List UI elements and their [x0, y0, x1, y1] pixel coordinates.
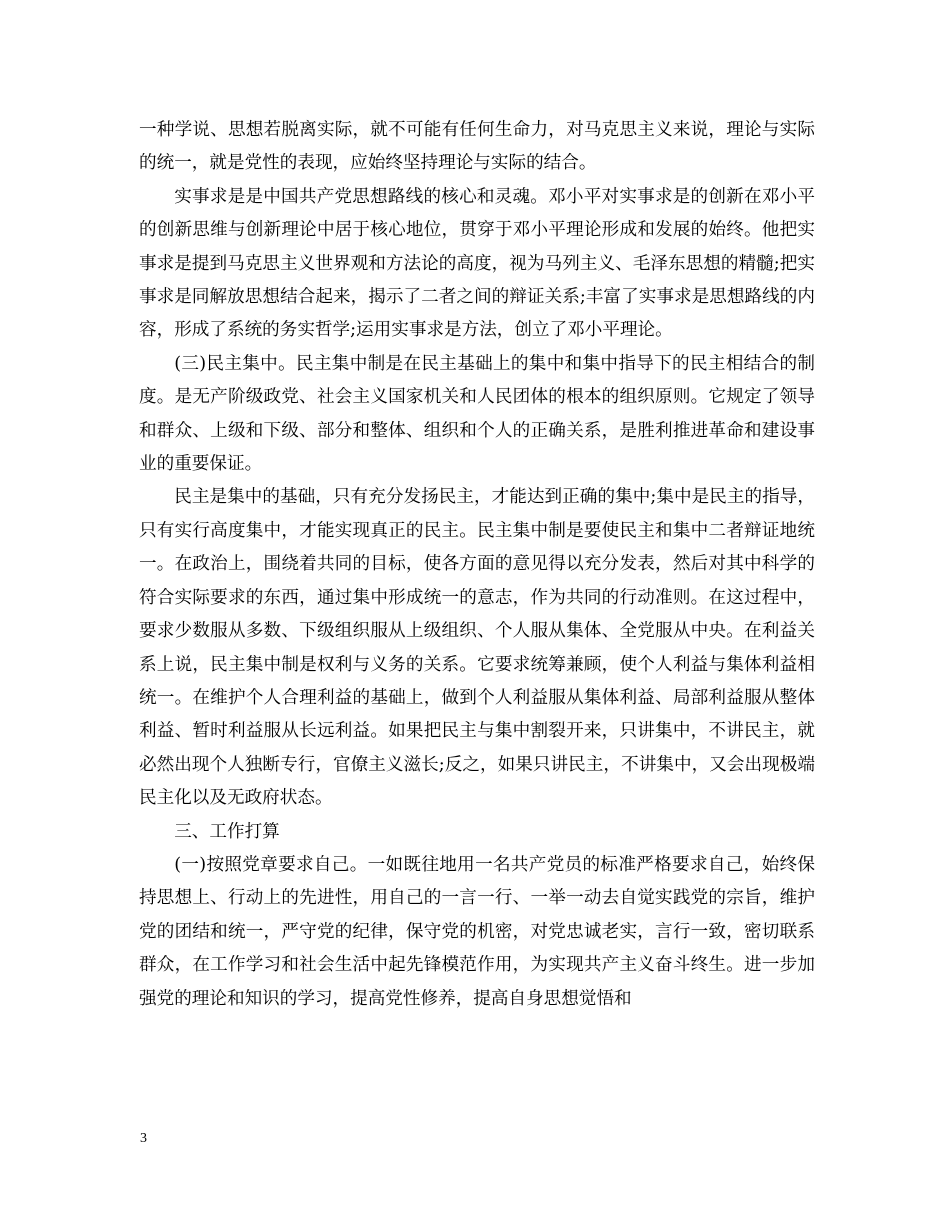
paragraph-continuation: 一种学说、思想若脱离实际，就不可能有任何生命力，对马克思主义来说，理论与实际的统一，就是党性的表现，应始终坚持理论与实际的结合。: [139, 120, 815, 174]
paragraph-minzhu-jizhong-detail: 民主是集中的基础，只有充分发扬民主，才能达到正确的集中;集中是民主的指导，只有实行高度集中，才能实现真正的民主。民主集中制是要使民主和集中二者辩证地统一。在政治上，围绕着共同的目标，使各方面的意见得以充分发表，然后对其中科学的符合实际要求的东西，通过集中形成统一的意志，作为共同的行动准则。在这过程中，要求少数服从多数、下级组织服从上级组织、个人服从集体、全党服从中央。在利益关系上说，民主集中制是权利与义务的关系。它要求统筹兼顾，使个人利益与集体利益相统一。在维护个人合理利益的基础上，做到个人利益服从集体利益、局部利益服从整体利益、暂时利益服从长远利益。如果把民主与集中割裂开来，只讲集中，不讲民主，就必然出现个人独断专行，官僚主义滋长;反之，如果只讲民主，不讲集中，又会出现极端民主化以及无政府状态。: [139, 487, 815, 809]
paragraph-shishiqiushi: 实事求是是中国共产党思想路线的核心和灵魂。邓小平对实事求是的创新在邓小平的创新思维与创新理论中居于核心地位，贯穿于邓小平理论形成和发展的始终。他把实事求是提到马克思主义世界观和方法论的高度，视为马列主义、毛泽东思想的精髓;把实事求是同解放思想结合起来，揭示了二者之间的辩证关系;丰富了实事求是思想路线的内容，形成了系统的务实哲学;运用实事求是方法，创立了邓小平理论。: [139, 186, 815, 341]
body-text: [139, 114, 815, 1016]
section-heading-work-plan: 三、工作打算: [174, 821, 280, 842]
page-number: 3: [140, 1131, 147, 1146]
paragraph-minzhu-jizhong-heading: (三)民主集中。民主集中制是在民主基础上的集中和集中指导下的民主相结合的制度。是无产阶级政党、社会主义国家机关和人民团体的根本的组织原则。它规定了领导和群众、上级和下级、部分和整体、组织和个人的正确关系，是胜利推进革命和建设事业的重要保证。: [139, 353, 815, 475]
paragraph-party-constitution: (一)按照党章要求自己。一如既往地用一名共产党员的标准严格要求自己，始终保持思想上、行动上的先进性，用自己的一言一行、一举一动去自觉实践党的宗旨，维护党的团结和统一，严守党的纪律，保守党的机密，对党忠诚老实，言行一致，密切联系群众，在工作学习和社会生活中起先锋模范作用，为实现共产主义奋斗终生。进一步加强党的理论和知识的学习，提高党性修养，提高自身思想觉悟和: [139, 854, 815, 1009]
